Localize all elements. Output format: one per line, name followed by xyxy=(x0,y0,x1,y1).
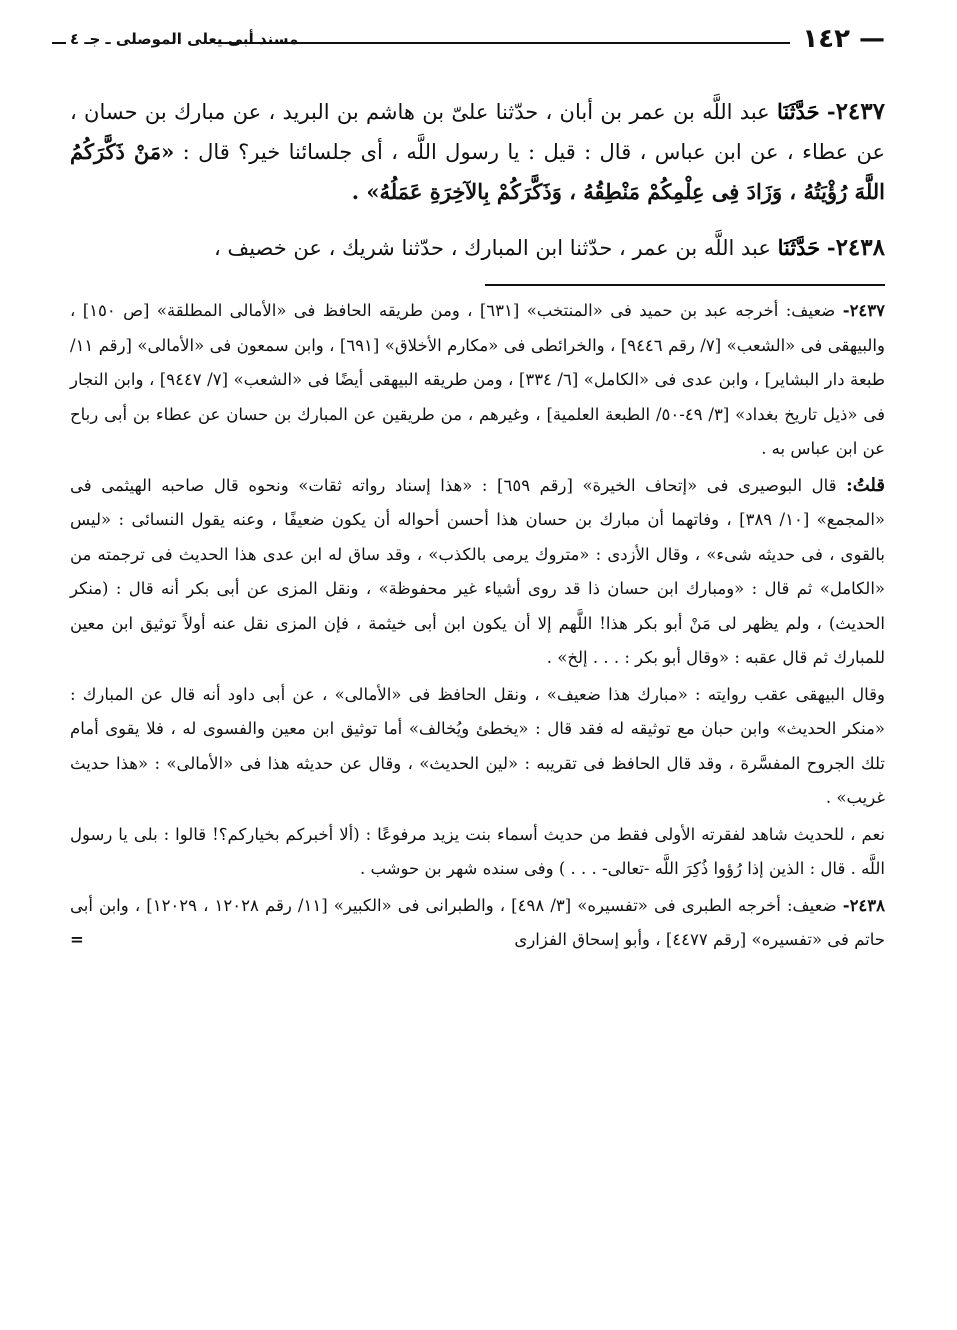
footnote-grade: ضعيف: xyxy=(785,301,836,320)
haddathana: حَدَّثَنَا xyxy=(777,235,821,260)
hadith-2437 xyxy=(70,92,885,212)
page-header xyxy=(70,18,885,62)
page xyxy=(70,18,885,960)
running-title: مسند أبى يعلى الموصلى ـ جـ ٤ xyxy=(70,30,299,48)
hadith-separator: - xyxy=(826,235,836,260)
hadith-number: ٢٤٣٧ xyxy=(835,98,885,125)
footnote-number: ٢٤٣٨ xyxy=(849,895,886,915)
footnote-text: أخرجه عبد بن حميد فى «المنتخب» [٦٣١] ، ومن طريقه الحافظ فى «الأمالى المطلقة» [ص ١٥٠] ، والبيهقى فى «الشعب» [٧/ رقم ٩٤٤٦] ، والخرائطى فى «مكارم الأخلاق» [٦٩١] ، وابن سمعون فى «الأمالى» [رقم ١١/ طبعة دار البشاير] ، وابن عدى فى «الكامل» [٦/ ٣٣٤] ، ومن طريقه البيهقى أيضًا فى «الشعب» [٧/ ٩٤٤٧] ، وابن النجار فى «ذيل تاريخ بغداد» [٣/ ٤٩-٥٠/ الطبعة العلمية] ، وغيرهم ، من طريقين عن المبارك بن حسان عن عطاء بن أبى رباح عن ابن عباس به . xyxy=(70,301,886,458)
naam-text: نعم ، للحديث شاهد لفقرته الأولى فقط من حديث أسماء بنت يزيد مرفوعًا : (ألا أخبركم بخياركم؟! قالوا : بلى يا رسول اللَّه . قال : الذين إذا رُؤوا ذُكِرَ اللَّه -تعالى- . . . ) وفى سنده شهر بن حوشب . xyxy=(70,824,885,878)
continuation-mark: = xyxy=(70,930,84,949)
hadith-isnad: عبد اللَّه بن عمر ، حدّثنا ابن المبارك ، حدّثنا شريك ، عن خصيف ، xyxy=(214,236,771,260)
footnote-divider xyxy=(485,284,885,286)
footnote-grade: ضعيف: xyxy=(787,895,837,915)
footnote-separator: - xyxy=(842,895,850,915)
footnote-number: ٢٤٣٧ xyxy=(849,301,886,320)
qultu-label: قلتُ: xyxy=(846,474,885,496)
footnote-naam xyxy=(70,818,885,887)
haddathana: حَدَّثَنَا xyxy=(776,99,820,124)
footnote-text: أخرجه الطبرى فى «تفسيره» [٣/ ٤٩٨] ، والطبرانى فى «الكبير» [١١/ رقم ١٢٠٢٨ ، ١٢٠٢٩] ، وابن أبى حاتم فى «تفسيره» [رقم ٤٤٧٧] ، وأبو إسحاق الفزارى xyxy=(70,895,885,949)
footnotes xyxy=(70,294,885,958)
hadith-matn: «مَنْ ذَكَّرَكُمُ اللَّهَ رُؤْيَتُهُ ، وَزَادَ فِى عِلْمِكُمْ مَنْطِقُهُ ، وَذَكَّرَكُمْ بِالآخِرَةِ عَمَلُهُ» . xyxy=(70,139,885,204)
main-text xyxy=(70,92,885,268)
footnote-2437 xyxy=(70,294,885,467)
footnote-qultu xyxy=(70,469,885,676)
hadith-number: ٢٤٣٨ xyxy=(835,234,885,261)
hadith-isnad: عبد اللَّه بن عمر بن أبان ، حدّثنا علىّ بن هاشم بن البريد ، عن مبارك بن حسان ، عن عطاء ، عن ابن عباس ، قال : قيل : يا رسول اللَّه ، أى جلسائنا خير؟ قال : xyxy=(70,100,885,164)
page-number xyxy=(802,24,885,54)
hadith-2438 xyxy=(70,228,885,268)
footnote-separator: - xyxy=(842,301,850,320)
bayhaqi-text: وقال البيهقى عقب روايته : «مبارك هذا ضعيف» ، ونقل الحافظ فى «الأمالى» ، عن أبى داود أنه قال عن المبارك : «منكر الحديث» وابن حبان مع توثيقه له فقد قال : «يخطئ ويُخالف» أما توثيق ابن معين والفسوى له ، فلا يقوى أمام تلك الجروح المفسَّرة ، وقد قال الحافظ فى تقريبه : «لين الحديث» ، وقال عن حديثه هذا فى «الأمالى» : «هذا حديث غريب» . xyxy=(70,684,885,807)
page-number-dash: — xyxy=(849,24,885,54)
footnote-2438 xyxy=(70,889,885,958)
hadith-separator: - xyxy=(826,99,836,124)
footnote-bayhaqi xyxy=(70,678,885,816)
header-dash xyxy=(52,42,66,44)
qultu-text: قال البوصيرى فى «إتحاف الخيرة» [رقم ٦٥٩] : «هذا إسناد رواته ثقات» ونحوه قال صاحبه الهيثمى فى «المجمع» [١٠/ ٣٨٩] ، وفاتهما أن مبارك بن حسان هذا أحسن أحواله أن يكون ضعيفًا ، وعنه يقول النسائى : «ليس بالقوى ، فى حديثه شىء» ، وقال الأزدى : «متروك يرمى بالكذب» ، وقد ساق له ابن عدى هذا الحديث فى ترجمته من «الكامل» ثم قال : «ومبارك ابن حسان ذا قد روى أشياء غير محفوظة» ، ونقل المزى عن أبى بكر أنه قال : (منكر الحديث) ، ولم يظهر لى مَنْ أبو بكر هذا! اللَّهم إلا أن يكون ابن أبى خيثمة ، فإن المزى نقل عنه أولاً توثيق ابن معين للمبارك ثم قال عقبه : «وقال أبو بكر : . . . إلخ» . xyxy=(70,475,885,667)
header-rule xyxy=(215,42,790,44)
page-number-value: ١٤٢ xyxy=(802,24,850,54)
